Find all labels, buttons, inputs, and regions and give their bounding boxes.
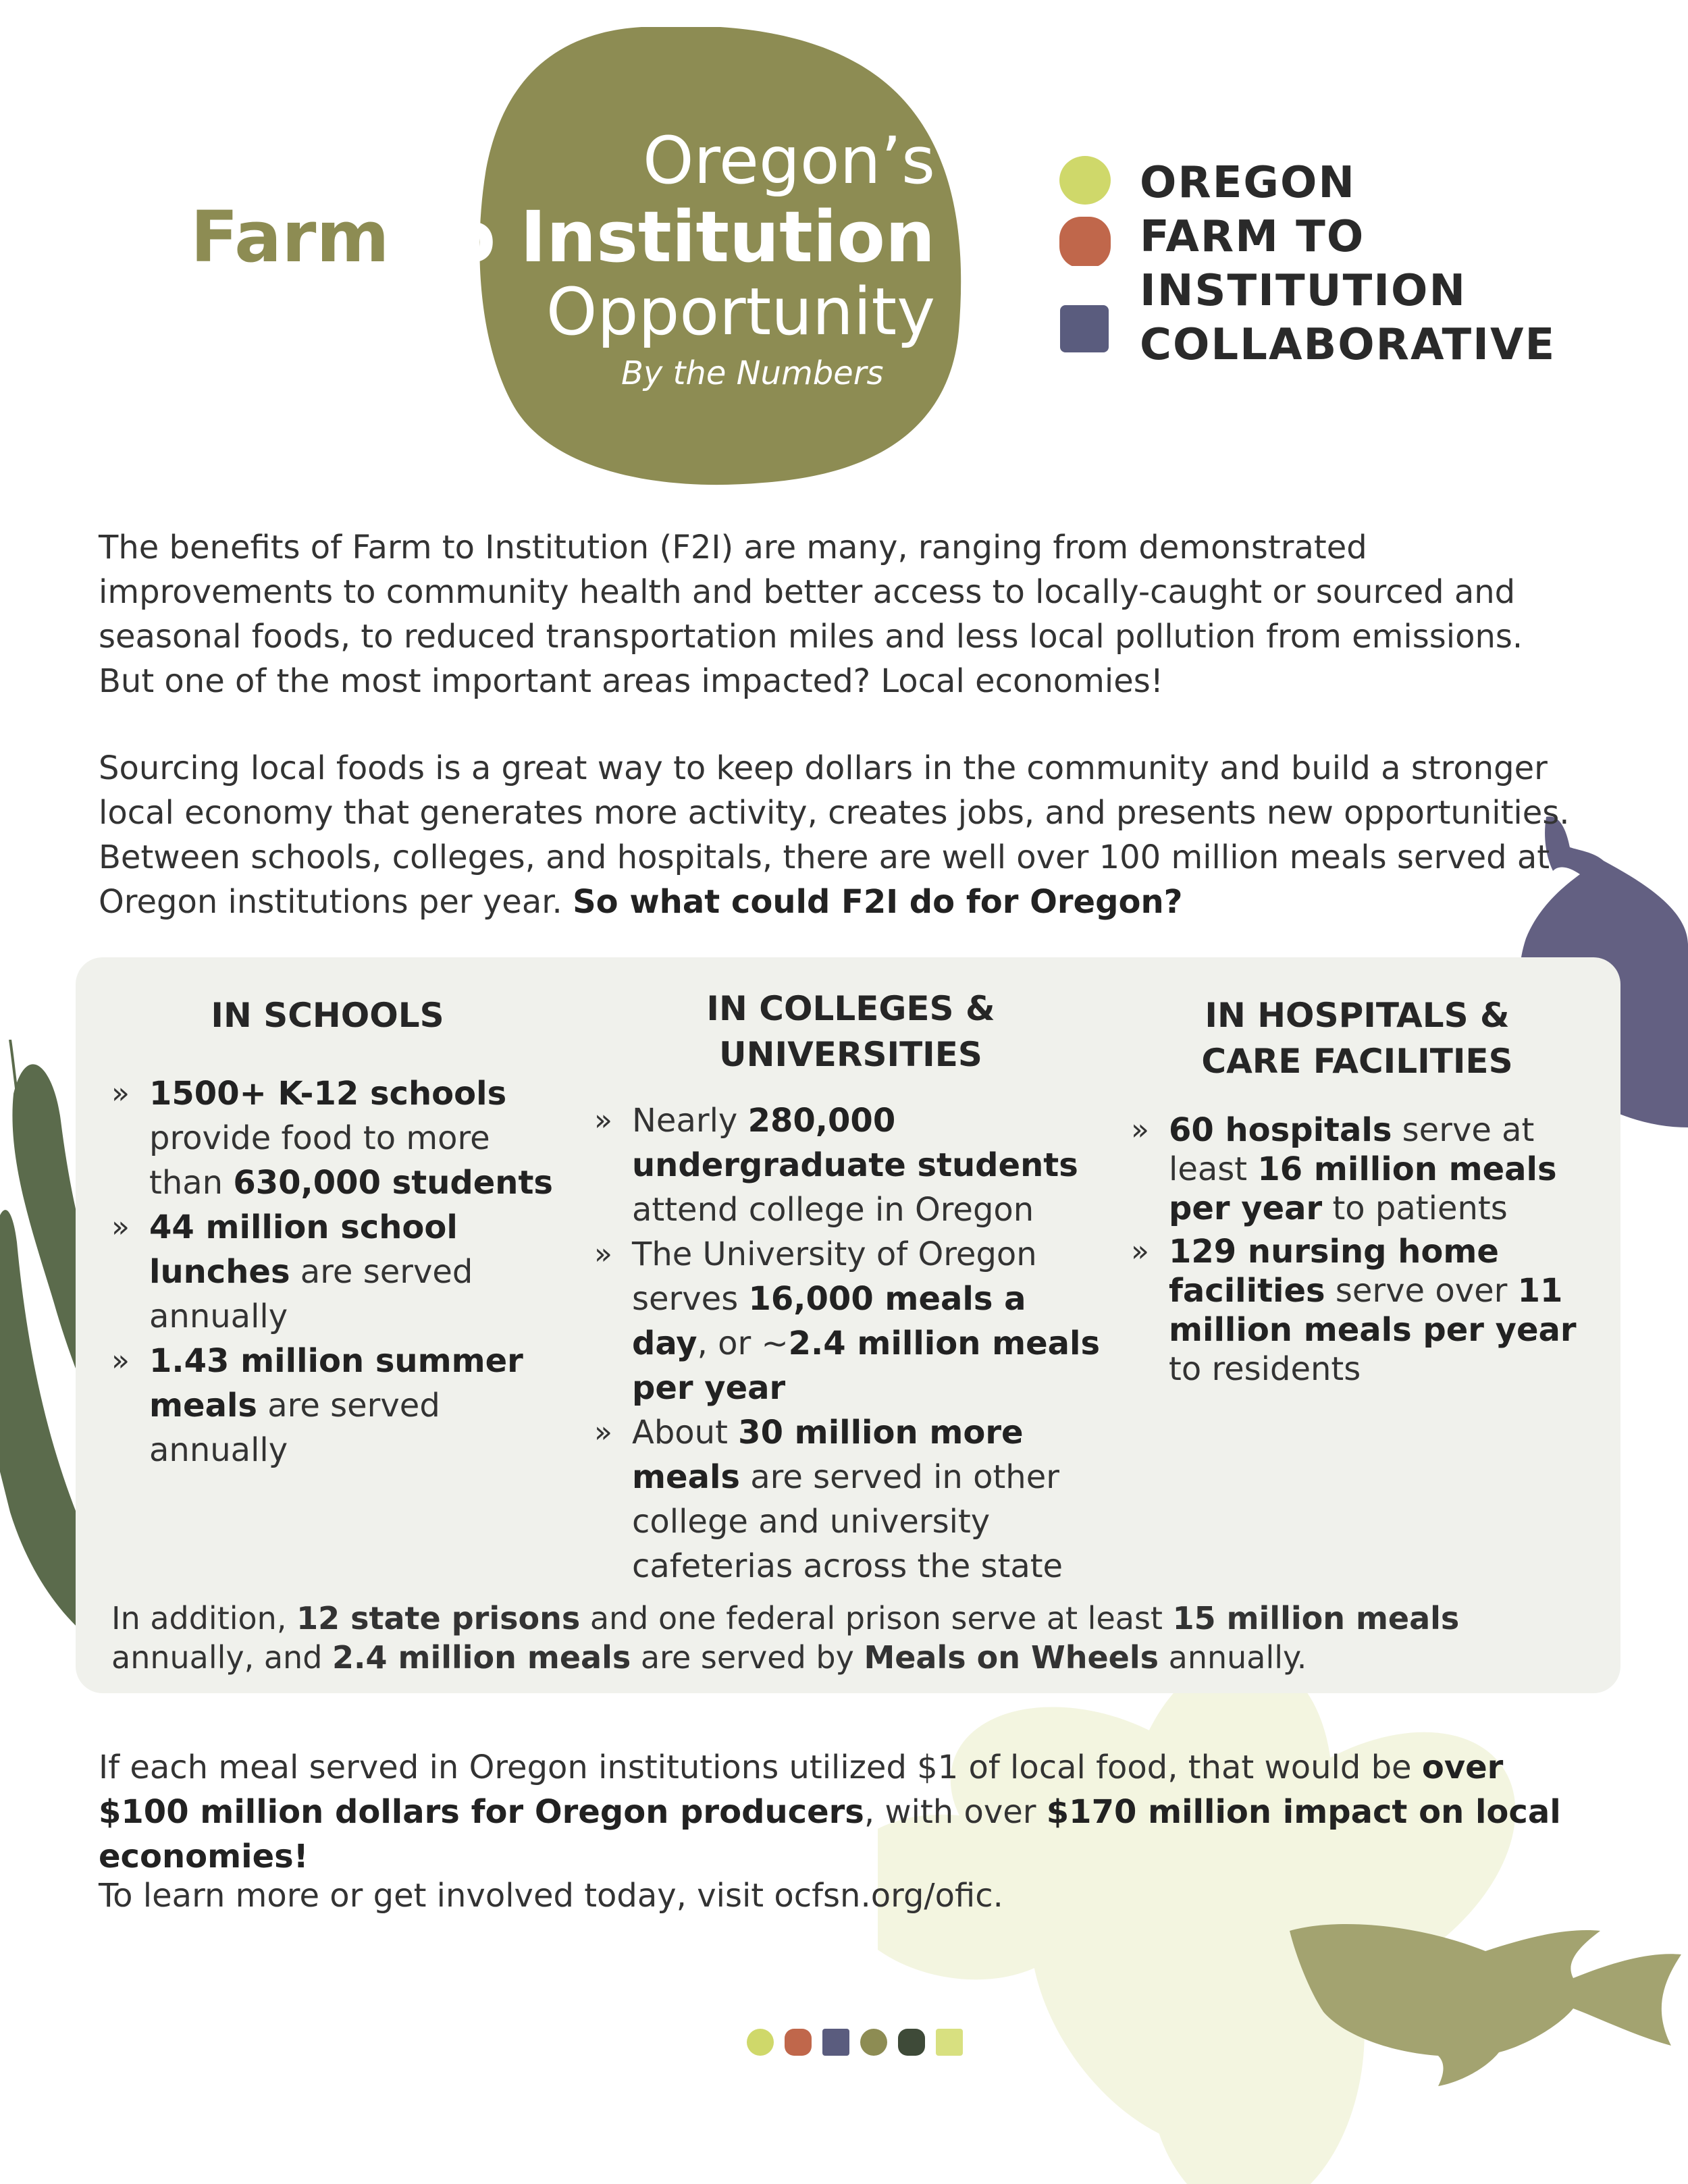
stat-bold: 11 million meals per year bbox=[1169, 1272, 1577, 1349]
list-item bbox=[111, 1339, 557, 1472]
fish-decoration bbox=[1283, 1890, 1688, 2093]
stat-text: to patients bbox=[1322, 1190, 1508, 1227]
stat-text: are served annually bbox=[149, 1387, 440, 1469]
closing-text: If each meal served in Oregon institutions utilized $1 of local food, that would be bbox=[99, 1749, 1422, 1786]
stat-bold: 1.43 million summer meals bbox=[149, 1342, 523, 1424]
hospitals-heading-line-2: CARE FACILITIES bbox=[1201, 1042, 1513, 1081]
schools-list bbox=[111, 1071, 557, 1472]
note-text: annually. bbox=[1159, 1639, 1307, 1676]
footer-dot-dark-green-icon bbox=[898, 2029, 925, 2056]
stat-bold: 60 hospitals bbox=[1169, 1111, 1392, 1149]
stat-text: The University of Oregon serves bbox=[632, 1235, 1037, 1318]
list-item bbox=[111, 1205, 557, 1339]
title-line-farm-to-institution bbox=[190, 195, 935, 278]
stat-text: serve over bbox=[1325, 1272, 1518, 1310]
page-title bbox=[190, 125, 935, 349]
stat-bold: 1500+ K-12 schools bbox=[149, 1075, 507, 1113]
note-text: annually, and bbox=[111, 1639, 333, 1676]
intro-paragraph-1: The benefits of Farm to Institution (F2I) are many, ranging from demonstrated improvements to community health and better access to locally-caught or sourced and seasonal foods, to reduced transportation miles and less local pollution from emissions. But one of the most important areas impacted? Local economies! bbox=[99, 529, 1523, 700]
note-bold: 15 million meals bbox=[1172, 1600, 1460, 1636]
stat-text: , or ~ bbox=[697, 1325, 789, 1362]
note-bold: 12 state prisons bbox=[296, 1600, 581, 1636]
intro-question: So what could F2I do for Oregon? bbox=[573, 883, 1183, 921]
stat-text: provide food to more than bbox=[149, 1119, 490, 1202]
stat-bold: 16,000 meals a day bbox=[632, 1280, 1026, 1362]
note-text: and one federal prison serve at least bbox=[580, 1600, 1173, 1636]
stat-text: serve at least bbox=[1169, 1111, 1535, 1188]
stat-bold: 280,000 undergraduate students bbox=[632, 1102, 1078, 1184]
colleges-heading-line-1: IN COLLEGES & bbox=[706, 989, 995, 1028]
note-bold: 2.4 million meals bbox=[332, 1639, 631, 1676]
footer-dot-olive-icon bbox=[860, 2029, 887, 2056]
stat-text: Nearly bbox=[632, 1102, 748, 1140]
stat-text: are served in other college and university cafeterias across the state bbox=[632, 1458, 1063, 1585]
title-to-institution: to Institution bbox=[389, 195, 935, 278]
intro-paragraph-2-text: Sourcing local foods is a great way to keep dollars in the community and build a stronger local economy that generates more activity, creates jobs, and presents new opportunities. Between schools, colleges, and hospitals, there are well over 100 million meals served at Oregon institutions per year. bbox=[99, 749, 1570, 921]
title-line-opportunity: Opportunity bbox=[546, 273, 935, 350]
stat-bold: 2.4 million meals per year bbox=[632, 1325, 1101, 1407]
stat-bold: 44 million school lunches bbox=[149, 1208, 458, 1291]
learn-more-text: To learn more or get involved today, visit ocfsn.org/ofic. bbox=[99, 1877, 1003, 1915]
stat-text: are served annually bbox=[149, 1253, 473, 1335]
stat-text: attend college in Oregon bbox=[632, 1191, 1034, 1229]
schools-heading: IN SCHOOLS bbox=[211, 996, 444, 1035]
logo-text-institution: INSTITUTION bbox=[1140, 266, 1467, 316]
note-text: In addition, bbox=[111, 1600, 297, 1636]
stat-bold: 129 nursing home facilities bbox=[1169, 1233, 1499, 1310]
closing-paragraph bbox=[99, 1745, 1584, 1879]
closing-bold: $170 million impact on local economies! bbox=[99, 1793, 1561, 1875]
stat-bold: 30 million more meals bbox=[632, 1414, 1024, 1496]
footer-dot-terracotta-icon bbox=[785, 2029, 812, 2056]
list-item bbox=[1131, 1111, 1590, 1228]
list-item bbox=[1131, 1232, 1590, 1389]
title-line-oregons: Oregon’s bbox=[642, 123, 935, 198]
footer-dot-slate-icon bbox=[822, 2029, 849, 2056]
stat-bold: 16 million meals per year bbox=[1169, 1150, 1557, 1227]
logo-terracotta-blob-icon bbox=[1059, 216, 1111, 266]
title-farm-word: Farm bbox=[190, 195, 390, 278]
note-bold: Meals on Wheels bbox=[864, 1639, 1159, 1676]
closing-bold: over $100 million dollars for Oregon producers bbox=[99, 1749, 1504, 1831]
stat-text: About bbox=[632, 1414, 739, 1451]
stat-bold: 630,000 students bbox=[233, 1164, 553, 1202]
footer-dot-yellow-icon bbox=[936, 2029, 963, 2056]
logo-text-farm-to: FARM TO bbox=[1140, 212, 1365, 262]
hospitals-list bbox=[1131, 1111, 1590, 1389]
hospitals-heading-line-1: IN HOSPITALS & bbox=[1205, 996, 1510, 1035]
colleges-heading-line-2: UNIVERSITIES bbox=[719, 1035, 982, 1074]
hospitals-heading bbox=[1155, 992, 1560, 1084]
intro-paragraph-2 bbox=[99, 746, 1584, 924]
stat-text: to residents bbox=[1169, 1350, 1361, 1388]
note-text: are served by bbox=[631, 1639, 864, 1676]
logo-text-oregon: OREGON bbox=[1140, 158, 1356, 208]
list-item bbox=[111, 1071, 557, 1205]
logo-text-collaborative: COLLABORATIVE bbox=[1140, 320, 1556, 370]
list-item bbox=[594, 1098, 1107, 1232]
logo-lime-circle-icon bbox=[1059, 155, 1111, 205]
logo-slate-square-icon bbox=[1059, 304, 1111, 354]
closing-text: , with over bbox=[864, 1793, 1047, 1831]
colleges-list bbox=[594, 1098, 1107, 1589]
additional-meals-note bbox=[111, 1599, 1597, 1677]
colleges-heading bbox=[635, 986, 1067, 1077]
list-item bbox=[594, 1232, 1107, 1410]
list-item bbox=[594, 1410, 1107, 1589]
page-subtitle: By the Numbers bbox=[621, 354, 884, 392]
footer-dot-lime-icon bbox=[747, 2029, 774, 2056]
